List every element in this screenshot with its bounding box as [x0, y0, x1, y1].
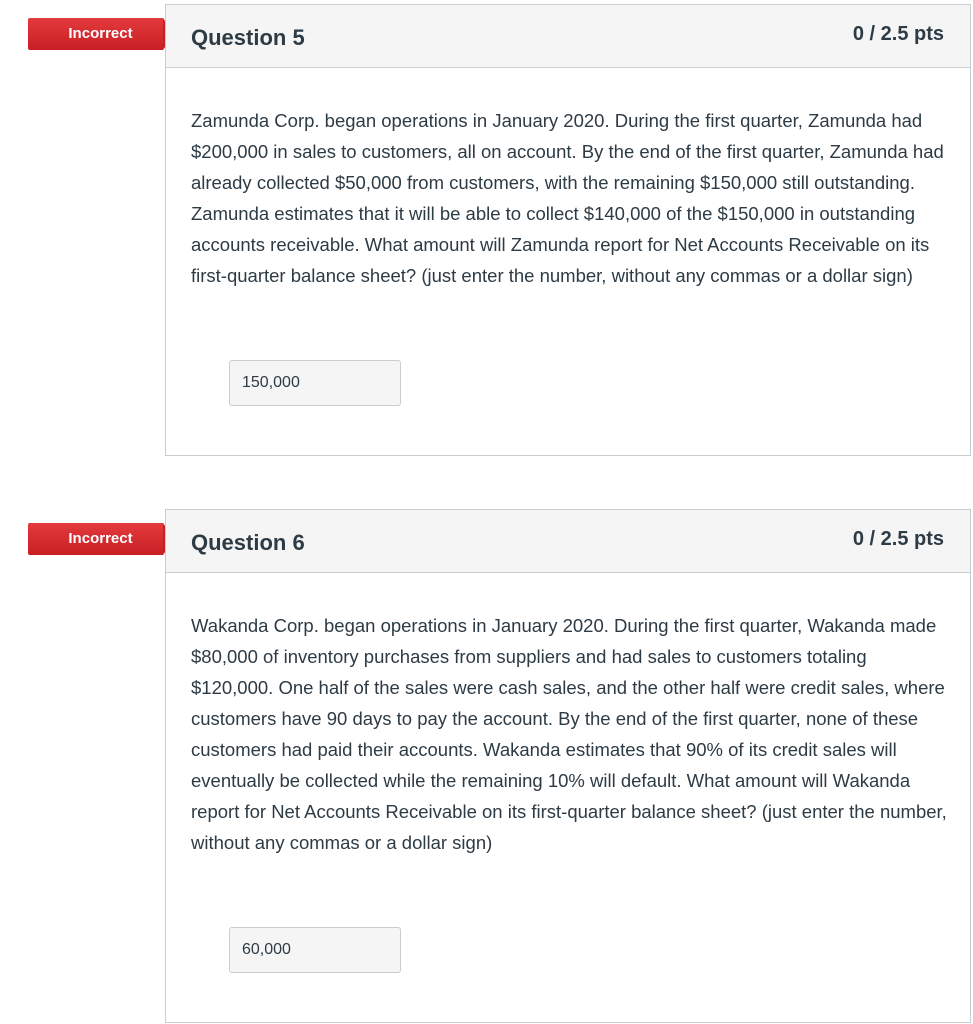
question-title: Question 5	[191, 25, 305, 50]
question-title: Question 6	[191, 530, 305, 555]
question-card	[165, 4, 971, 456]
question-text: Wakanda Corp. began operations in January 2020. During the first quarter, Wakanda made $80,000 of inventory purchases from suppliers and had sales to customers totaling $120,000. One half of the sales were cash sales, and the other half were credit sales, where customers have 90 days to pay the account. By the end of the first quarter, none of these customers had paid their accounts. Wakanda estimates that 90% of its credit sales will eventually be collected while the remaining 10% will default. What amount will Wakanda report for Net Accounts Receivable on its first-quarter balance sheet? (just enter the number, without any commas or a dollar sign)	[191, 615, 947, 853]
answer-field: 150,000	[229, 360, 401, 406]
question-header	[166, 510, 970, 573]
question-header	[166, 5, 970, 68]
incorrect-badge-label: Incorrect	[28, 523, 163, 555]
question-card	[165, 509, 971, 1023]
incorrect-badge-label: Incorrect	[28, 18, 163, 50]
incorrect-badge	[28, 18, 174, 50]
question-text: Zamunda Corp. began operations in January 2020. During the first quarter, Zamunda had $200,000 in sales to customers, all on account. By the end of the first quarter, Zamunda had already collected $50,000 from customers, with the remaining $150,000 still outstanding. Zamunda estimates that it will be able to collect $140,000 of the $150,000 in outstanding accounts receivable. What amount will Zamunda report for Net Accounts Receivable on its first-quarter balance sheet? (just enter the number, without any commas or a dollar sign)	[191, 110, 944, 286]
incorrect-badge	[28, 523, 174, 555]
answer-field: 60,000	[229, 927, 401, 973]
question-points: 0 / 2.5 pts	[852, 528, 944, 550]
question-points: 0 / 2.5 pts	[852, 23, 944, 45]
